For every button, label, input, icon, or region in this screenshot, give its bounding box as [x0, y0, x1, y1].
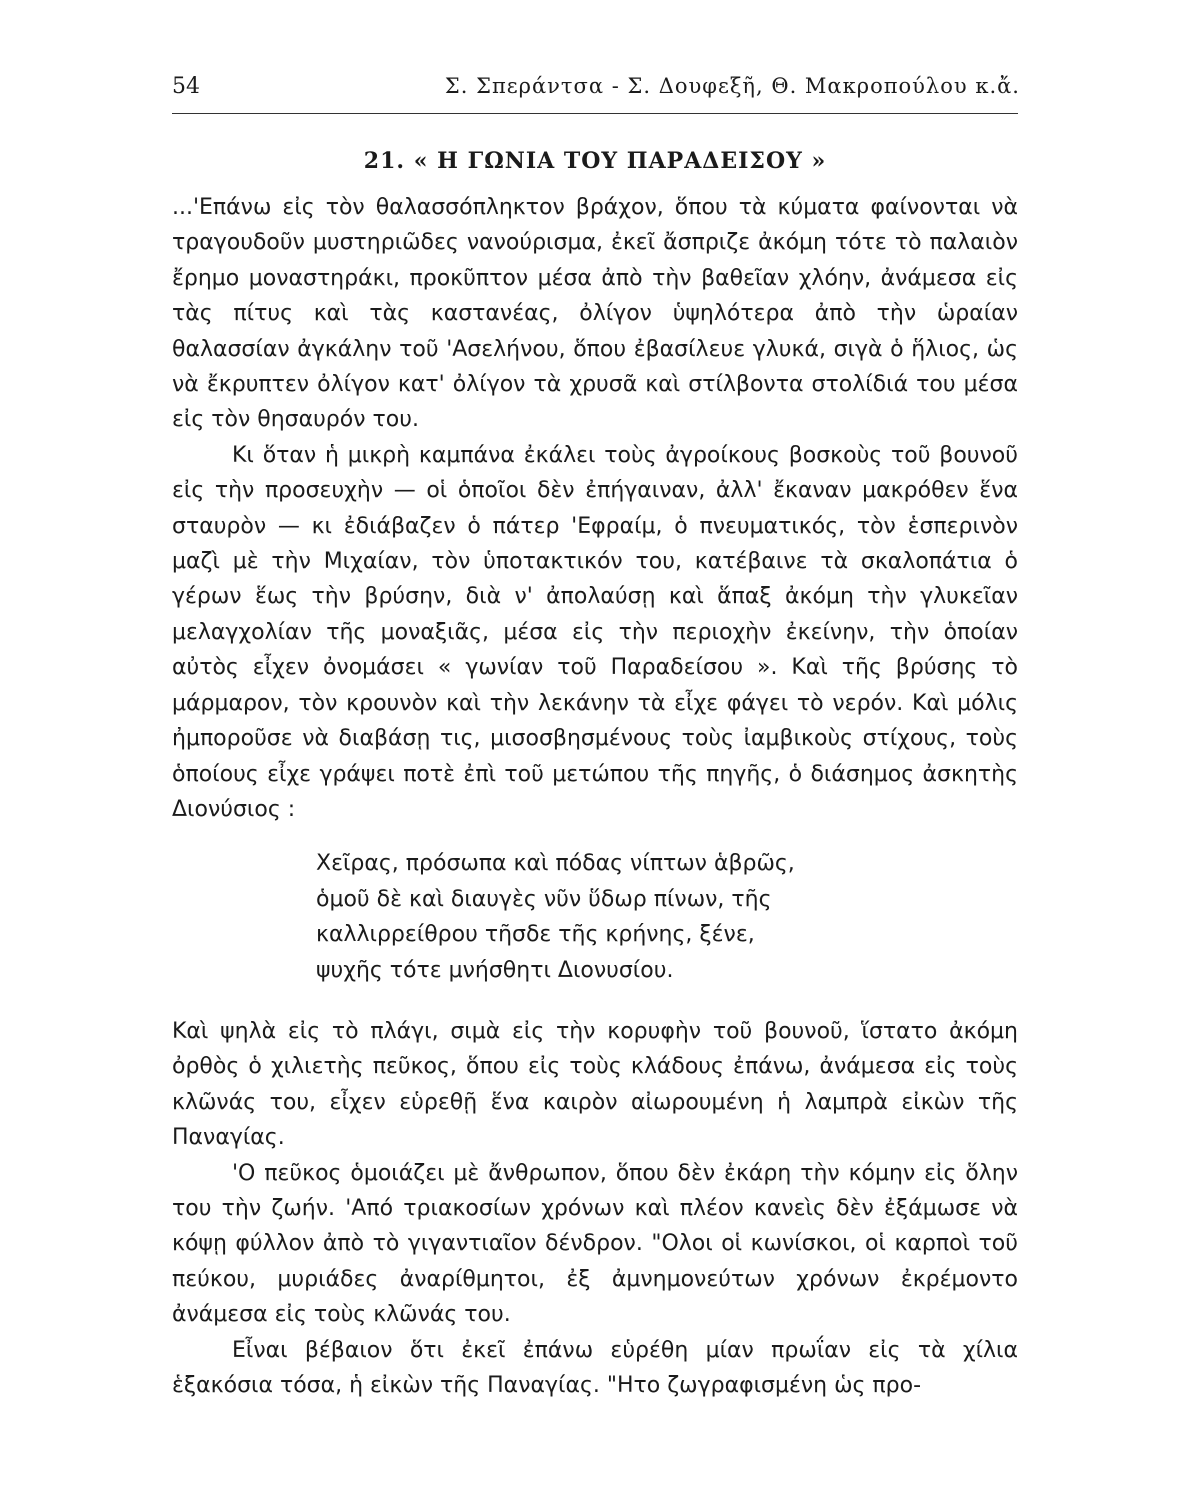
running-head: Σ. Σπεράντσα - Σ. Δουφεξῆ, Θ. Μακροπούλου κ.ἄ.	[444, 74, 1020, 98]
poem-line: ὁμοῦ δὲ καὶ διαυγὲς νῦν ὕδωρ πίνων, τῆς	[316, 886, 772, 912]
body-text	[172, 190, 1018, 1403]
paragraph: ...'Επάνω εἰς τὸν θαλασσόπληκτον βράχον, ὅπου τὰ κύματα φαίνονται νὰ τραγουδοῦν μυστηριῶδες νανούρισμα, ἐκεῖ ἄσπριζε ἀκόμη τότε τὸ παλαιὸν ἔρημο μοναστηράκι, προκῦπτον μέσα ἀπὸ τὴν βαθεῖαν χλόην, ἀνάμεσα εἰς τὰς πίτυς καὶ τὰς καστανέας, ὀλίγον ὑψηλότερα ἀπὸ τὴν ὡραίαν θαλασσίαν ἀγκάλην τοῦ 'Ασελήνου, ὅπου ἐβασίλευε γλυκά, σιγὰ ὁ ἥλιος, ὡς νὰ ἔκρυπτεν ὀλίγον κατ' ὀλίγον τὰ χρυσᾶ καὶ στίλβοντα στολίδιά του μέσα εἰς τὸν θησαυρόν του.	[172, 195, 1018, 433]
chapter-title: 21. « Η ΓΩΝΙΑ ΤΟΥ ΠΑΡΑΔΕΙΣΟΥ »	[363, 148, 827, 174]
poem-line: καλλιρρείθρου τῆσδε τῆς κρήνης, ξένε,	[316, 922, 755, 948]
poem-line: Χεῖρας, πρόσωπα καὶ πόδας νίπτων ἁβρῶς,	[316, 851, 795, 877]
header-rule	[172, 113, 1018, 114]
paragraph: Καὶ ψηλὰ εἰς τὸ πλάγι, σιμὰ εἰς τὴν κορυφὴν τοῦ βουνοῦ, ἵστατο ἀκόμη ὀρθὸς ὁ χιλιετὴς πεῦκος, ὅπου εἰς τοὺς κλάδους ἐπάνω, ἀνάμεσα εἰς τοὺς κλῶνάς του, εἶχεν εὑρεθῇ ἕνα καιρὸν αἰωρουμένη ἡ λαμπρὰ εἰκὼν τῆς Παναγίας.	[172, 1018, 1018, 1151]
paragraph: Εἶναι βέβαιον ὅτι ἐκεῖ ἐπάνω εὑρέθη μίαν πρωΐαν εἰς τὰ χίλια ἑξακόσια τόσα, ἡ εἰκὼν τῆς Παναγίας. "Ητο ζωγραφισμένη ὡς προ-	[172, 1337, 1018, 1398]
page-number: 54	[172, 74, 200, 99]
page-header	[172, 74, 1020, 108]
paragraph: Κι ὅταν ἡ μικρὴ καμπάνα ἐκάλει τοὺς ἀγροίκους βοσκοὺς τοῦ βουνοῦ εἰς τὴν προσευχὴν — οἱ ὁποῖοι δὲν ἐπήγαιναν, ἀλλ' ἔκαναν μακρόθεν ἕνα σταυρὸν — κι ἐδιάβαζεν ὁ πάτερ 'Εφραίμ, ὁ πνευματικός, τὸν ἑσπερινὸν μαζὶ μὲ τὴν Μιχαίαν, τὸν ὑποτακτικόν του, κατέβαινε τὰ σκαλοπάτια ὁ γέρων ἕως τὴν βρύσην, διὰ ν' ἀπολαύσῃ καὶ ἅπαξ ἀκόμη τὴν γλυκεῖαν μελαγχολίαν τῆς μοναξιᾶς, μέσα εἰς τὴν περιοχὴν ἐκείνην, τὴν ὁποίαν αὐτὸς εἶχεν ὀνομάσει « γωνίαν τοῦ Παραδείσου ». Καὶ τῆς βρύσης τὸ μάρμαρον, τὸν κρουνὸν καὶ τὴν λεκάνην τὰ εἶχε φάγει τὸ νερόν. Καὶ μόλις ἠμποροῦσε νὰ διαβάσῃ τις, μισοσβησμένους τοὺς ἰαμβικοὺς στίχους, τοὺς ὁποίους εἶχε γράψει ποτὲ ἐπὶ τοῦ μετώπου τῆς πηγῆς, ὁ διάσημος ἀσκητὴς Διονύσιος :	[172, 442, 1018, 822]
paragraph: 'Ο πεῦκος ὁμοιάζει μὲ ἄνθρωπον, ὅπου δὲν ἐκάρη τὴν κόμην εἰς ὅλην του τὴν ζωήν. 'Από τριακοσίων χρόνων καὶ πλέον κανεὶς δὲν ἐξάμωσε νὰ κόψῃ φύλλον ἀπὸ τὸ γιγαντιαῖον δένδρον. "Ολοι οἱ κωνίσκοι, οἱ καρποὶ τοῦ πεύκου, μυριάδες ἀναρίθμητοι, ἐξ ἀμνημονεύτων χρόνων ἐκρέμοντο ἀνάμεσα εἰς τοὺς κλῶνάς του.	[172, 1160, 1018, 1328]
poem-line: ψυχῆς τότε μνήσθητι Διονυσίου.	[316, 957, 674, 983]
poem	[316, 846, 1018, 988]
